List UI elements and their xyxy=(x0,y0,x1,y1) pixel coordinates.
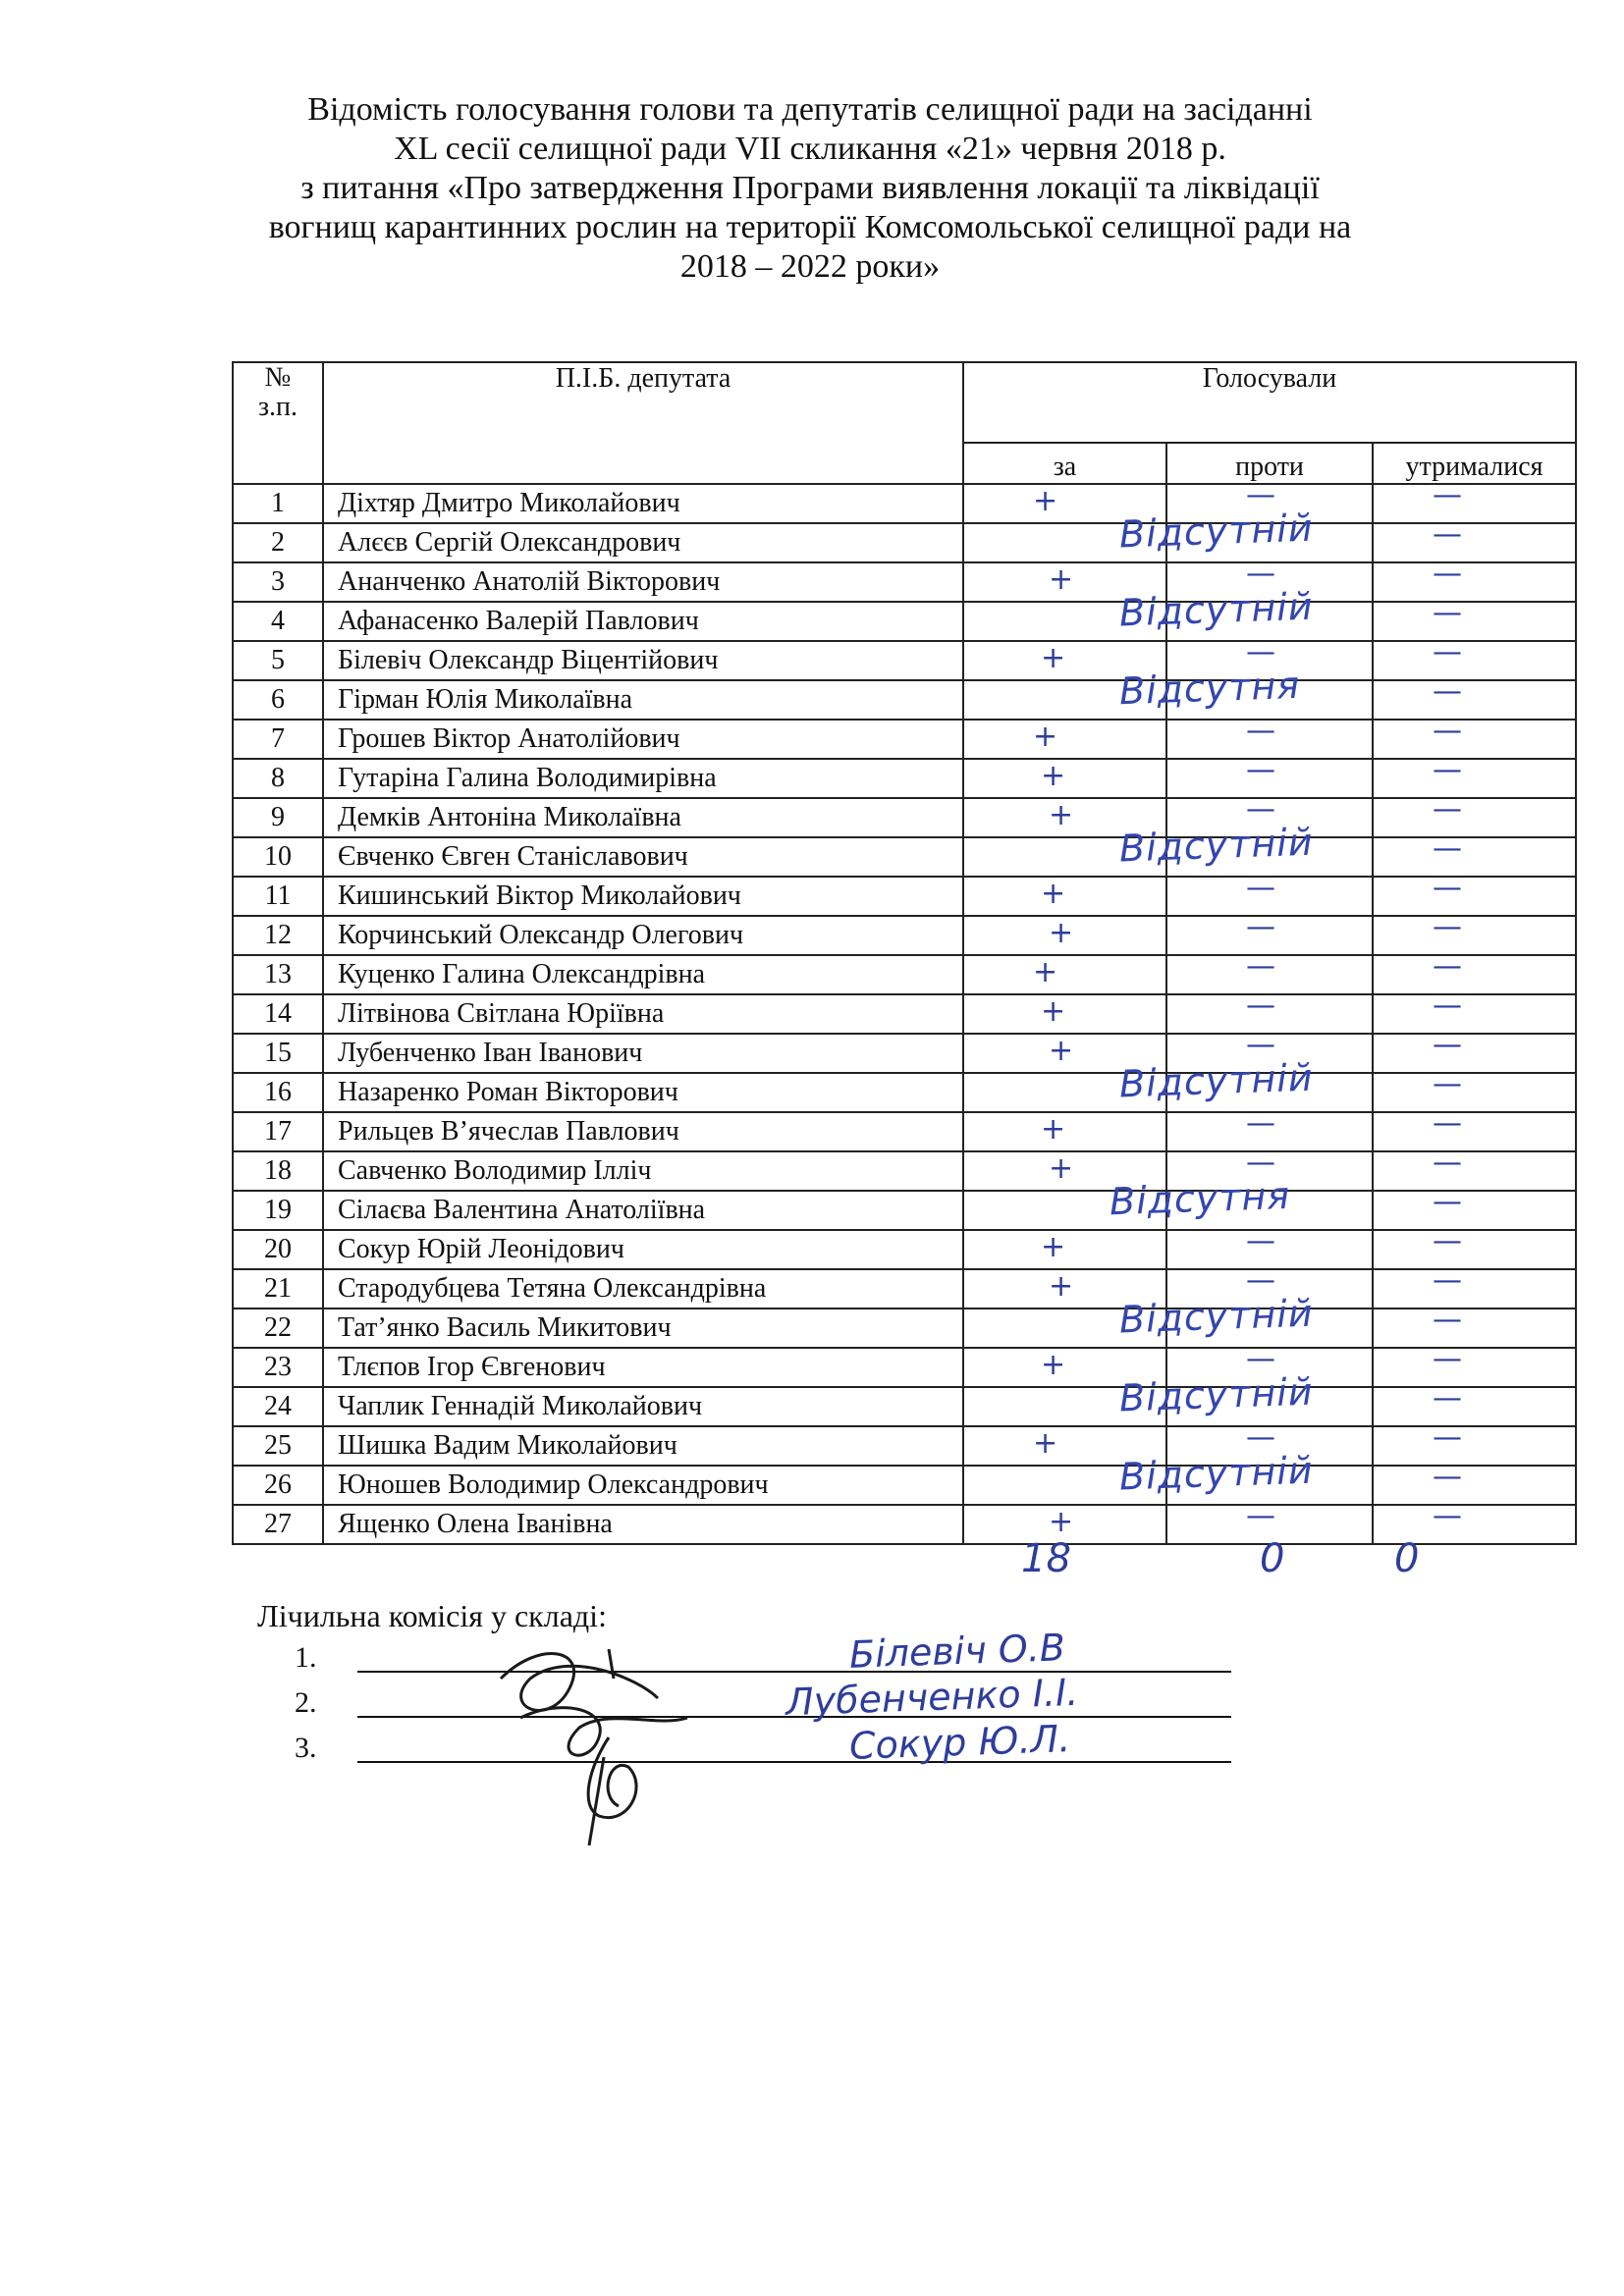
vote-dash-mark: — xyxy=(1433,714,1462,748)
vote-abstain-cell xyxy=(1373,635,1576,680)
vote-for-cell xyxy=(963,994,1166,1034)
row-number: 9 xyxy=(233,798,323,837)
vote-dash-mark: — xyxy=(1433,1028,1462,1062)
row-number: 27 xyxy=(233,1505,323,1544)
vote-dash-mark: — xyxy=(1246,949,1275,984)
row-number: 15 xyxy=(233,1034,323,1073)
row-number: 25 xyxy=(233,1426,323,1466)
row-number: 8 xyxy=(233,759,323,798)
handwritten-signatures xyxy=(461,1620,756,1855)
deputy-name: Сокур Юрій Леонідович xyxy=(323,1230,963,1269)
vote-abstain-cell xyxy=(1373,674,1576,720)
vote-plus-mark: + xyxy=(1041,759,1066,793)
vote-dash-mark: — xyxy=(1433,988,1462,1023)
vote-dash-mark: — xyxy=(1246,1146,1275,1180)
table-row xyxy=(233,1034,1576,1073)
table-row xyxy=(233,916,1576,955)
vote-dash-mark: — xyxy=(1246,871,1275,905)
vote-dash-mark: — xyxy=(1246,1028,1275,1062)
table-row xyxy=(233,1505,1576,1544)
deputy-name: Ананченко Анатолій Вікторович xyxy=(323,562,963,602)
vote-abstain-cell xyxy=(1373,1224,1576,1269)
vote-dash-mark: — xyxy=(1246,753,1275,787)
deputy-name: Ященко Олена Іванівна xyxy=(323,1505,963,1544)
row-number: 17 xyxy=(233,1112,323,1151)
vote-for-cell xyxy=(963,877,1166,916)
vote-abstain-cell xyxy=(1373,753,1576,798)
header-line-2: XL сесії селищної ради VII скликання «21» червня 2018 р. xyxy=(394,131,1226,167)
deputy-name: Афанасенко Валерій Павлович xyxy=(323,602,963,641)
col-header-number xyxy=(233,362,323,484)
vote-dash-mark: — xyxy=(1433,1146,1462,1180)
vote-dash-mark: — xyxy=(1433,596,1462,630)
header-line-1: Відомість голосування голови та депутатів селищної ради на засіданні xyxy=(307,91,1313,128)
col-header-for: за xyxy=(963,443,1166,484)
vote-for-cell xyxy=(963,1269,1166,1308)
vote-dash-mark: — xyxy=(1246,1499,1275,1533)
deputy-name: Рильцев В’ячеслав Павлович xyxy=(323,1112,963,1151)
vote-against-cell xyxy=(1166,1342,1373,1387)
vote-plus-mark: + xyxy=(1033,720,1058,754)
absent-handwritten-note: Відсутній xyxy=(1118,1369,1315,1420)
absent-handwritten-note: Відсутній xyxy=(1118,820,1315,871)
vote-for-cell xyxy=(963,798,1166,837)
vote-abstain-cell xyxy=(1373,1106,1576,1151)
deputy-name: Алєєв Сергій Олександрович xyxy=(323,523,963,562)
vote-abstain-cell xyxy=(1373,910,1576,955)
table-row xyxy=(233,759,1576,798)
deputy-name: Лубенченко Іван Іванович xyxy=(323,1034,963,1073)
vote-dash-mark: — xyxy=(1433,635,1462,669)
vote-abstain-cell xyxy=(1373,1342,1576,1387)
vote-plus-mark: + xyxy=(1041,1230,1066,1264)
vote-for-cell xyxy=(963,1034,1166,1073)
table-row xyxy=(233,1112,1576,1151)
vote-dash-mark: — xyxy=(1433,1263,1462,1298)
col-header-abstain: утрималися xyxy=(1373,443,1576,484)
total-against: 0 xyxy=(1260,1536,1285,1581)
member-name-1: Білевіч О.В xyxy=(848,1626,1066,1677)
vote-against-cell xyxy=(1166,1263,1373,1308)
vote-abstain-cell xyxy=(1373,831,1576,877)
vote-for-cell xyxy=(963,1151,1166,1191)
commission-member-3 xyxy=(295,1732,353,1765)
vote-for-cell xyxy=(963,1426,1166,1466)
vote-for-cell xyxy=(963,1308,1166,1348)
row-number: 24 xyxy=(233,1387,323,1426)
vote-dash-mark: — xyxy=(1246,1342,1275,1376)
document-header xyxy=(245,90,1375,287)
vote-for-cell xyxy=(963,955,1166,994)
deputy-name: Білевіч Олександр Віцентійович xyxy=(323,641,963,680)
row-number: 7 xyxy=(233,720,323,759)
signature-line xyxy=(357,1671,1231,1673)
vote-dash-mark: — xyxy=(1433,1420,1462,1455)
table-row xyxy=(233,1308,1576,1348)
vote-for-cell xyxy=(963,562,1166,602)
vote-dash-mark: — xyxy=(1246,478,1275,512)
header-line-4: вогнищ карантинних рослин на території Комсомольської селищної ради на xyxy=(268,209,1352,245)
deputy-name: Чаплик Геннадій Миколайович xyxy=(323,1387,963,1426)
vote-for-cell xyxy=(963,916,1166,955)
vote-dash-mark: — xyxy=(1433,517,1462,552)
vote-dash-mark: — xyxy=(1246,910,1275,944)
table-row xyxy=(233,877,1576,916)
deputy-name: Сілаєва Валентина Анатоліївна xyxy=(323,1191,963,1230)
vote-abstain-cell xyxy=(1373,517,1576,562)
vote-abstain-cell xyxy=(1373,949,1576,994)
row-number: 26 xyxy=(233,1466,323,1505)
vote-dash-mark: — xyxy=(1246,792,1275,827)
vote-dash-mark: — xyxy=(1433,478,1462,512)
vote-abstain-cell xyxy=(1373,1185,1576,1230)
table-row xyxy=(233,1230,1576,1269)
vote-dash-mark: — xyxy=(1433,1067,1462,1101)
vote-for-cell xyxy=(963,1466,1166,1505)
member-number: 3. xyxy=(295,1732,317,1764)
vote-abstain-cell xyxy=(1373,478,1576,523)
row-number: 4 xyxy=(233,602,323,641)
vote-abstain-cell xyxy=(1373,1381,1576,1426)
table-row xyxy=(233,523,1576,562)
table-row xyxy=(233,837,1576,877)
vote-abstain-cell xyxy=(1373,1303,1576,1348)
vote-dash-mark: — xyxy=(1246,988,1275,1023)
table-row xyxy=(233,1151,1576,1191)
vote-dash-mark: — xyxy=(1433,1499,1462,1533)
vote-dash-mark: — xyxy=(1246,1263,1275,1298)
vote-abstain-cell xyxy=(1373,1028,1576,1073)
vote-dash-mark: — xyxy=(1433,792,1462,827)
vote-dash-mark: — xyxy=(1433,1185,1462,1219)
vote-dash-mark: — xyxy=(1433,1224,1462,1258)
vote-dash-mark: — xyxy=(1433,910,1462,944)
row-number: 22 xyxy=(233,1308,323,1348)
deputy-name: Діхтяр Дмитро Миколайович xyxy=(323,484,963,523)
row-number: 18 xyxy=(233,1151,323,1191)
row-number: 2 xyxy=(233,523,323,562)
deputy-name: Грошев Віктор Анатолійович xyxy=(323,720,963,759)
col-header-number-b: з.п. xyxy=(257,392,298,422)
vote-dash-mark: — xyxy=(1246,635,1275,669)
vote-abstain-cell xyxy=(1373,792,1576,837)
absent-handwritten-note: Відсутня xyxy=(1109,1173,1291,1224)
vote-plus-mark: + xyxy=(1049,798,1074,832)
row-number: 19 xyxy=(233,1191,323,1230)
vote-abstain-cell xyxy=(1373,1067,1576,1112)
commission-member-1 xyxy=(295,1641,353,1675)
absent-handwritten-note: Відсутній xyxy=(1118,1055,1315,1106)
vote-for-cell xyxy=(963,1387,1166,1426)
total-for: 18 xyxy=(1021,1536,1071,1581)
row-number: 14 xyxy=(233,994,323,1034)
col-header-name: П.І.Б. депутата xyxy=(323,362,963,484)
vote-for-cell xyxy=(963,1348,1166,1387)
member-number: 1. xyxy=(295,1641,317,1674)
vote-dash-mark: — xyxy=(1433,557,1462,591)
table-row xyxy=(233,1466,1576,1505)
vote-for-cell xyxy=(963,641,1166,680)
vote-against-cell xyxy=(1166,1420,1373,1466)
vote-dash-mark: — xyxy=(1433,831,1462,866)
vote-against-cell xyxy=(1166,478,1373,523)
deputy-name: Шишка Вадим Миколайович xyxy=(323,1426,963,1466)
table-row xyxy=(233,1269,1576,1308)
vote-plus-mark: + xyxy=(1041,1348,1066,1382)
vote-for-cell xyxy=(963,759,1166,798)
vote-dash-mark: — xyxy=(1246,1224,1275,1258)
vote-abstain-cell xyxy=(1373,1460,1576,1505)
vote-plus-mark: + xyxy=(1049,1269,1074,1304)
vote-abstain-cell xyxy=(1373,871,1576,916)
vote-plus-mark: + xyxy=(1033,484,1058,518)
vote-dash-mark: — xyxy=(1433,1106,1462,1141)
absent-handwritten-note: Відсутня xyxy=(1118,663,1301,714)
commission-title: Лічильна комісія у складі: xyxy=(257,1598,607,1633)
vote-for-cell xyxy=(963,523,1166,562)
row-number: 5 xyxy=(233,641,323,680)
vote-dash-mark: — xyxy=(1433,753,1462,787)
table-row xyxy=(233,994,1576,1034)
deputy-name: Тлєпов Ігор Євгенович xyxy=(323,1348,963,1387)
absent-handwritten-note: Відсутній xyxy=(1118,1448,1315,1499)
table-row xyxy=(233,1348,1576,1387)
table-row xyxy=(233,798,1576,837)
vote-dash-mark: — xyxy=(1433,1342,1462,1376)
vote-dash-mark: — xyxy=(1433,1303,1462,1337)
row-number: 10 xyxy=(233,837,323,877)
vote-plus-mark: + xyxy=(1033,1426,1058,1461)
absent-handwritten-note: Відсутній xyxy=(1118,506,1315,557)
vote-for-cell xyxy=(963,1073,1166,1112)
deputy-name: Кишинський Віктор Миколайович xyxy=(323,877,963,916)
vote-for-cell xyxy=(963,680,1166,720)
vote-abstain-cell xyxy=(1373,714,1576,759)
table-row xyxy=(233,1073,1576,1112)
deputy-name: Євченко Євген Станіславович xyxy=(323,837,963,877)
row-number: 3 xyxy=(233,562,323,602)
deputy-name: Савченко Володимир Ілліч xyxy=(323,1151,963,1191)
table-row xyxy=(233,1191,1576,1230)
row-number: 13 xyxy=(233,955,323,994)
vote-dash-mark: — xyxy=(1433,949,1462,984)
row-number: 12 xyxy=(233,916,323,955)
deputy-name: Гутаріна Галина Володимирівна xyxy=(323,759,963,798)
row-number: 23 xyxy=(233,1348,323,1387)
vote-dash-mark: — xyxy=(1433,674,1462,709)
absent-handwritten-note: Відсутній xyxy=(1118,584,1315,635)
vote-for-cell xyxy=(963,1191,1166,1230)
absent-handwritten-note: Відсутній xyxy=(1118,1291,1315,1342)
commission-member-2 xyxy=(295,1686,353,1720)
signature-line xyxy=(357,1761,1231,1763)
header-line-3: з питання «Про затвердження Програми виявлення локації та ліквідації xyxy=(300,170,1320,206)
deputy-name: Демків Антоніна Миколаївна xyxy=(323,798,963,837)
vote-for-cell xyxy=(963,602,1166,641)
vote-for-cell xyxy=(963,484,1166,523)
row-number: 6 xyxy=(233,680,323,720)
table-row xyxy=(233,641,1576,680)
vote-dash-mark: — xyxy=(1246,714,1275,748)
vote-against-cell xyxy=(1166,792,1373,837)
table-row xyxy=(233,562,1576,602)
row-number: 1 xyxy=(233,484,323,523)
deputy-name: Юношев Володимир Олександрович xyxy=(323,1466,963,1505)
vote-plus-mark: + xyxy=(1049,562,1074,597)
vote-plus-mark: + xyxy=(1041,994,1066,1029)
vote-abstain-cell xyxy=(1373,988,1576,1034)
vote-abstain-cell xyxy=(1373,1420,1576,1466)
deputy-name: Літвінова Світлана Юріївна xyxy=(323,994,963,1034)
vote-abstain-cell xyxy=(1373,596,1576,641)
row-number: 11 xyxy=(233,877,323,916)
vote-plus-mark: + xyxy=(1049,916,1074,950)
vote-against-cell xyxy=(1166,557,1373,602)
vote-abstain-cell xyxy=(1373,557,1576,602)
deputy-name: Куценко Галина Олександрівна xyxy=(323,955,963,994)
col-header-voted: Голосували xyxy=(963,362,1576,443)
col-header-against: проти xyxy=(1166,443,1373,484)
total-abstain: 0 xyxy=(1394,1536,1420,1581)
vote-for-cell xyxy=(963,720,1166,759)
table-row xyxy=(233,602,1576,641)
vote-plus-mark: + xyxy=(1041,1112,1066,1147)
deputy-name: Корчинський Олександр Олегович xyxy=(323,916,963,955)
deputy-name: Назаренко Роман Вікторович xyxy=(323,1073,963,1112)
vote-for-cell xyxy=(963,837,1166,877)
vote-against-cell xyxy=(1166,1028,1373,1073)
deputy-name: Гірман Юлія Миколаївна xyxy=(323,680,963,720)
member-name-3: Сокур Ю.Л. xyxy=(848,1717,1071,1768)
vote-dash-mark: — xyxy=(1246,557,1275,591)
row-number: 20 xyxy=(233,1230,323,1269)
vote-dash-mark: — xyxy=(1246,1106,1275,1141)
vote-plus-mark: + xyxy=(1033,955,1058,989)
table-row xyxy=(233,720,1576,759)
deputy-name: Тат’янко Василь Микитович xyxy=(323,1308,963,1348)
member-name-2: Лубенченко І.І. xyxy=(785,1670,1079,1725)
deputy-name: Стародубцева Тетяна Олександрівна xyxy=(323,1269,963,1308)
vote-dash-mark: — xyxy=(1246,1420,1275,1455)
member-number: 2. xyxy=(295,1686,317,1719)
row-number: 16 xyxy=(233,1073,323,1112)
vote-against-cell xyxy=(1166,635,1373,680)
row-number: 21 xyxy=(233,1269,323,1308)
table-row xyxy=(233,1426,1576,1466)
vote-dash-mark: — xyxy=(1433,871,1462,905)
table-row xyxy=(233,484,1576,523)
vote-abstain-cell xyxy=(1373,1263,1576,1308)
vote-plus-mark: + xyxy=(1041,877,1066,911)
col-header-number-a: № xyxy=(264,362,292,393)
vote-plus-mark: + xyxy=(1041,641,1066,675)
table-row xyxy=(233,955,1576,994)
vote-against-cell xyxy=(1166,1146,1373,1191)
table-row xyxy=(233,680,1576,720)
header-line-5: 2018 – 2022 роки» xyxy=(679,248,941,285)
vote-dash-mark: — xyxy=(1433,1381,1462,1415)
vote-plus-mark: + xyxy=(1049,1505,1074,1539)
vote-abstain-cell xyxy=(1373,1146,1576,1191)
table-row xyxy=(233,1387,1576,1426)
vote-dash-mark: — xyxy=(1433,1460,1462,1494)
vote-for-cell xyxy=(963,1112,1166,1151)
vote-plus-mark: + xyxy=(1049,1034,1074,1068)
vote-plus-mark: + xyxy=(1049,1151,1074,1186)
vote-for-cell xyxy=(963,1230,1166,1269)
voting-table xyxy=(232,361,1577,1545)
